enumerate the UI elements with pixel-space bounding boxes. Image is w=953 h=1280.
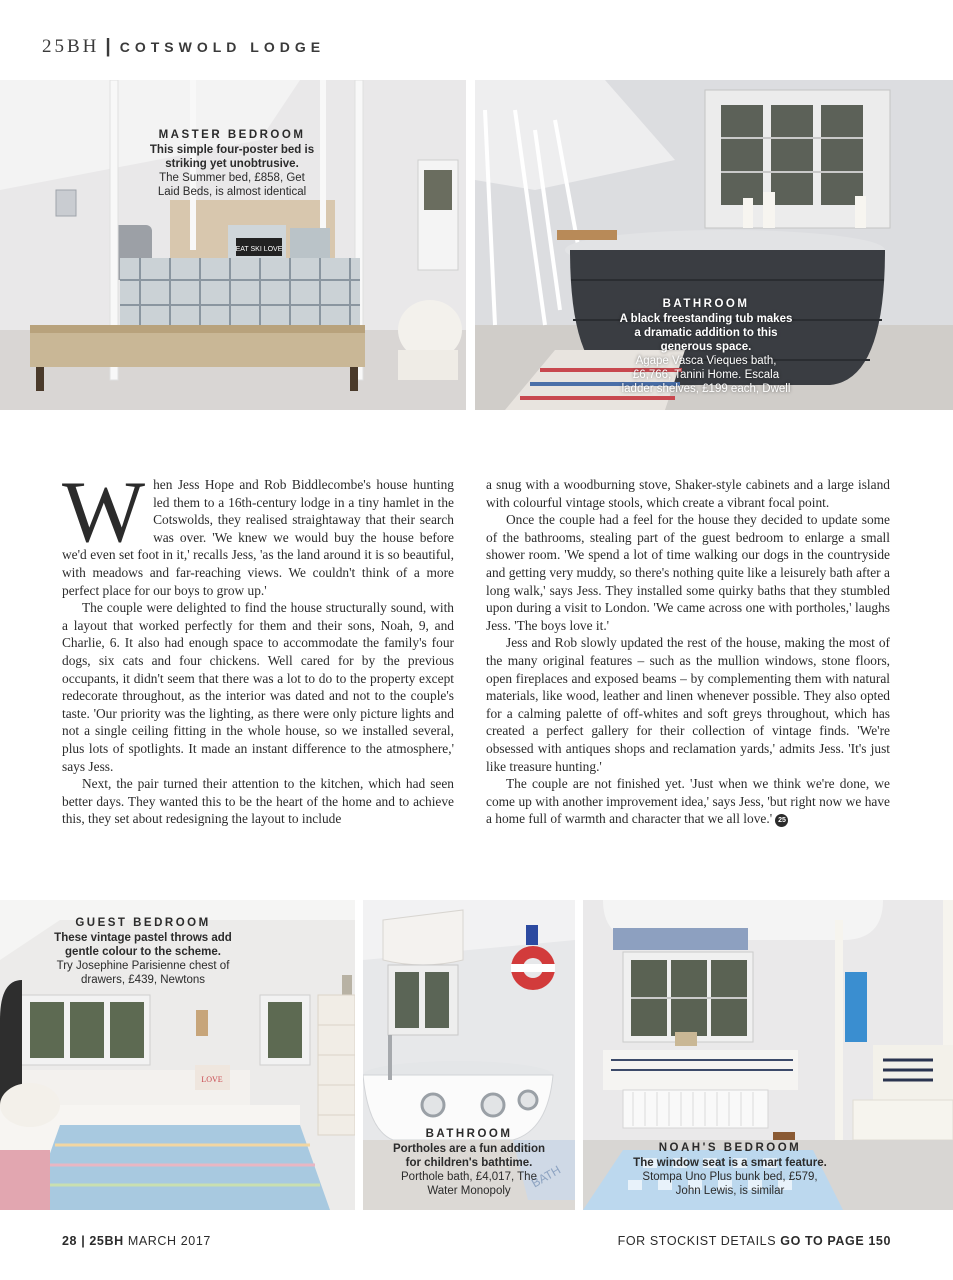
drop-cap: W <box>62 464 146 561</box>
end-mark-icon: 25 <box>775 814 788 827</box>
article-paragraph: Jess and Rob slowly updated the rest of the house, making the most of the many original features – such as the mullion windows, stone floors, open fireplaces and exposed beams – by complementing them with natural materials, like wood, leather and linen whenever possible. They also opted for a calming palette of off-whites and soft greys throughout, which has created a perfect gallery for their collection of vintage finds. 'We're obsessed with antiques shops and reclamation yards,' admits Jess. 'It's just like treasure hunting.' <box>486 635 890 774</box>
caption-guest-bedroom <box>50 916 236 987</box>
page-footer-left <box>62 1234 211 1248</box>
caption-body: Agape Vasca Vieques bath, £6,766, Tanini Home. Escala ladder shelves, £199 each, Dwell <box>621 355 791 395</box>
running-header <box>42 36 325 58</box>
caption-bold: The window seat is a smart feature. <box>633 1157 827 1169</box>
stockist-link[interactable]: GO TO PAGE 150 <box>780 1234 891 1248</box>
issue-date: MARCH 2017 <box>127 1234 211 1248</box>
caption-master-bedroom <box>148 128 316 199</box>
caption-bold: These vintage pastel throws add gentle colour to the scheme. <box>54 932 232 958</box>
caption-bold: This simple four-poster bed is striking yet unobtrusive. <box>149 144 315 170</box>
article-paragraph: The couple were delighted to find the house structurally sound, with a layout that worked perfectly for them and their sons, Noah, 9, and Charlie, 6. It also had enough space to accommodate the family's four dogs, six cats and four chickens. Well cared for by the previous occupants, it didn't seem that there was a lot to do to the property except redecorate throughout, as the interior was dated and not to the couple's taste. 'Our priority was the lighting, as there were only picture lights and not a single ceiling fitting in the whole house, so we installed several, plus lots of spotlights. It made an instant difference to the atmosphere,' says Jess. <box>62 600 454 774</box>
stockist-prefix: FOR STOCKIST DETAILS <box>617 1234 777 1248</box>
caption-bold: A black freestanding tub makes a dramatic addition to this generous space. <box>619 313 793 353</box>
caption-bathroom-bottom <box>388 1127 550 1198</box>
caption-bathroom-top <box>617 297 795 396</box>
footer-separator: | <box>81 1234 86 1248</box>
header-separator: | <box>105 36 114 57</box>
magazine-brand: 25BH <box>42 36 100 57</box>
caption-body: Try Josephine Parisienne chest of drawers, £439, Newtons <box>56 960 230 986</box>
caption-body: The Summer bed, £858, Get Laid Beds, is almost identical <box>157 172 307 198</box>
page-number: 28 <box>62 1234 78 1248</box>
caption-title: BATHROOM <box>662 298 750 310</box>
article-paragraph: Next, the pair turned their attention to the kitchen, which had seen better days. They wanted this to be the heart of the home and to achieve this, they set about redesigning the layout to include <box>62 776 454 827</box>
page-footer-right <box>618 1234 891 1248</box>
caption-bold: Portholes are a fun addition for children's bathtime. <box>392 1143 546 1169</box>
article-paragraph-final: The couple are not finished yet. 'Just when we think we're done, we come up with another improvement idea,' says Jess, 'but right now we have a home full of warmth and character that we all love.' 25 <box>486 776 890 827</box>
caption-title: GUEST BEDROOM <box>75 917 211 929</box>
bath-mat-text: BATH <box>529 1162 563 1191</box>
caption-body: Stompa Uno Plus bunk bed, £579, John Lewis, is similar <box>642 1171 818 1197</box>
caption-title: BATHROOM <box>425 1128 513 1140</box>
article-paragraph: Once the couple had a feel for the house they decided to update some of the bathrooms, stealing part of the guest bedroom to enlarge a small shower room. 'We spend a lot of time walking our dogs in the countryside and getting very muddy, so there's nothing quite like a leisurely bath after a long walk,' says Jess. They installed some quirky baths that they stumbled upon during a visit to London. 'We came across one with portholes,' laughs Jess. 'The boys love it.' <box>486 512 890 633</box>
cushion-text: EAT SKI LOVE <box>235 246 283 253</box>
caption-noahs-bedroom <box>630 1141 830 1198</box>
caption-title: MASTER BEDROOM <box>158 129 306 141</box>
article-column-right <box>486 476 890 828</box>
section-title: COTSWOLD LODGE <box>119 39 326 55</box>
article-paragraph: a snug with a woodburning stove, Shaker-style cabinets and a large island with colourful vintage stools, which create a vibrant focal point. <box>486 477 890 510</box>
article-column-left <box>62 464 454 828</box>
caption-body: Porthole bath, £4,017, The Water Monopoly <box>401 1171 537 1197</box>
love-cushion-text: LOVE <box>201 1075 223 1084</box>
caption-title: NOAH'S BEDROOM <box>658 1142 802 1154</box>
article-paragraph: When Jess Hope and Rob Biddlecombe's house hunting led them to a 16th-century lodge in a tiny hamlet in the Cotswolds, they realised straightaway that their search was over. 'We knew we would buy the house before we'd even set foot in it,' recalls Jess, 'as the land around it is so beautiful, with meadows and far-reaching views. We couldn't think of a more perfect place for our boys to grow up.' <box>62 464 454 598</box>
footer-brand: 25BH <box>89 1234 124 1248</box>
